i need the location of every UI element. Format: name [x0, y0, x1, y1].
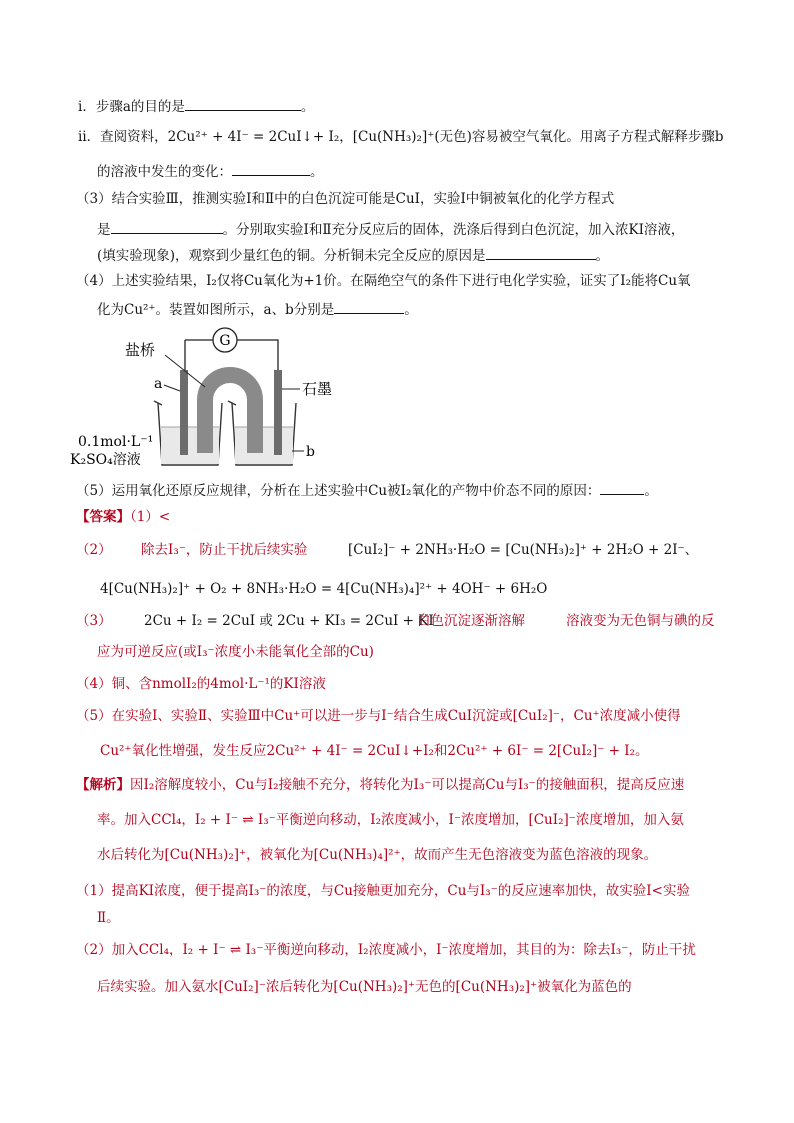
analysis-paragraph-1 [76, 776, 684, 794]
punct: 。 [595, 248, 610, 264]
electrode-a [180, 370, 188, 455]
question-text: 上述实验结果，I₂仅将Cu氧化为+1价。在隔绝空气的条件下进行电化学实验，证实了I₂能将Cu氧 [111, 273, 691, 289]
answer-3-reason-cont: 应为可逆反应(或I₃⁻浓度小未能氧化全部的Cu) [97, 644, 374, 660]
question-number: （4） [76, 273, 112, 289]
answer-blank [486, 245, 596, 260]
solution-concentration-label: 0.1mol·L⁻¹ [78, 434, 154, 450]
question-text: 。分别取实验Ⅰ和Ⅱ充分反应后的固体，洗涤后得到白色沉淀，加入浓KI溶液， [222, 222, 685, 238]
galvanometer-label: G [219, 333, 231, 349]
analysis-paragraph-3-line2: 后续实验。加入氨水[CuI₂]⁻浓后转化为[Cu(NH₃)₂]⁺无色的[Cu(NH₃)₂]⁺被氧化为蓝色的 [97, 979, 632, 995]
question-text: 的溶液中发生的变化： [97, 164, 232, 180]
answer-5-line1: （5）在实验Ⅰ、实验Ⅱ、实验Ⅲ中Cu⁺可以进一步与I⁻结合生成CuI沉淀或[CuI₂]⁻，Cu⁺浓度减小使得 [76, 708, 681, 724]
punct: 。 [404, 302, 418, 318]
question-text: 是 [97, 222, 111, 238]
question-i [78, 96, 314, 116]
answer-3-equation: 2Cu + I₂ = 2CuI 或 2Cu + KI₃ = 2CuI + KI [144, 613, 434, 629]
question-ii [78, 128, 724, 146]
answer-2-equation-2: 4[Cu(NH₃)₂]⁺ + O₂ + 8NH₃·H₂O = 4[Cu(NH₃)₄]²⁺ + 4OH⁻ + 6H₂O [100, 581, 548, 597]
analysis-tag: 【解析】 [76, 777, 130, 793]
question-text: 运用氧化还原反应规律，分析在上述实验中Cu被I₂氧化的产物中价态不同的原因： [111, 483, 601, 499]
question-3-line3 [97, 245, 609, 265]
analysis-paragraph-2-line2: Ⅱ。 [97, 910, 120, 926]
answer-blank [600, 480, 644, 495]
question-text: 化为Cu²⁺。装置如图所示，a、b分别是 [97, 302, 335, 318]
answer-header [76, 508, 170, 526]
question-number: ⅰ． [78, 99, 96, 115]
salt-bridge [205, 375, 255, 453]
answer-blank [232, 161, 310, 176]
question-number: ⅱ． [78, 129, 101, 145]
question-4-line2 [97, 299, 418, 319]
analysis-text: 因I₂溶解度较小，Cu与I₂接触不充分，将转化为I₃⁻可以提高Cu与I₃⁻的接触面积，提高反应速 [130, 777, 685, 793]
solution-right [235, 427, 293, 464]
answer-2-equation-1: [CuI₂]⁻ + 2NH₃·H₂O = [Cu(NH₃)₂]⁺ + 2H₂O + 2I⁻、 [348, 542, 699, 558]
answer-2-num: （2） [76, 542, 112, 558]
question-text: 结合实验Ⅲ，推测实验Ⅰ和Ⅱ中的白色沉淀可能是CuI，实验Ⅰ中铜被氧化的化学方程式 [111, 191, 615, 207]
answer-4: （4）铜、含nmolI₂的4mol·L⁻¹的KI溶液 [76, 676, 326, 692]
question-number: （3） [76, 191, 112, 207]
answer-1: （1）< [130, 509, 171, 525]
punct: 。 [300, 99, 315, 115]
punct: 。 [644, 483, 658, 499]
question-number: （5） [76, 483, 112, 499]
answer-5-line2: Cu²⁺氧化性增强，发生反应2Cu²⁺ + 4I⁻ = 2CuI↓+I₂和2Cu²⁺ + 6I⁻ = 2[CuI₂]⁻ + I₂。 [100, 743, 649, 759]
analysis-paragraph-1-line3: 水后转化为[Cu(NH₃)₂]⁺，被氧化为[Cu(NH₃)₄]²⁺，故而产生无色溶液变为蓝色溶液的现象。 [97, 847, 658, 863]
electrode-b-label: b [306, 444, 315, 460]
analysis-paragraph-3: （2）加入CCl₄，I₂ + I⁻ ⇌ I₃⁻平衡逆向移动，I₂浓度减小，I⁻浓度增加，其目的为：除去I₃⁻，防止干扰 [76, 942, 696, 958]
answer-2-text: 除去I₃⁻，防止干扰后续实验 [141, 542, 308, 558]
question-text: 查阅资料， [100, 129, 168, 145]
electrochemical-cell-figure [70, 325, 370, 475]
electrode-graphite [274, 370, 282, 455]
graphite-label: 石墨 [302, 380, 333, 398]
question-5 [76, 480, 658, 500]
answer-tag: 【答案】 [76, 509, 130, 525]
question-ii-cont [97, 161, 324, 181]
analysis-paragraph-2: （1）提高KI浓度，便于提高I₃⁻的浓度，与Cu接触更加充分，Cu与I₃⁻的反应速率加快，故实验Ⅰ<实验 [76, 883, 690, 899]
question-text: (填实验现象)，观察到少量红色的铜。分析铜未完全反应的原因是 [97, 248, 486, 264]
question-4 [76, 272, 691, 290]
question-text: (无色)容易被空气氧化。用离子方程式解释步骤b [434, 129, 724, 145]
answer-3-num: （3） [76, 613, 112, 629]
answer-blank [111, 219, 223, 234]
question-text: 步骤a的目的是 [95, 99, 185, 115]
salt-bridge-label: 盐桥 [125, 341, 156, 359]
answer-3-reason: 溶液变为无色铜与碘的反 [566, 613, 715, 629]
analysis-paragraph-1-line2: 率。加入CCl₄，I₂ + I⁻ ⇌ I₃⁻平衡逆向移动，I₂浓度减小，I⁻浓度增加，[CuI₂]⁻浓度增加，加入氨 [97, 812, 684, 828]
answer-3-phenomenon: 白色沉淀逐渐溶解 [417, 613, 525, 629]
punct: 。 [310, 164, 324, 180]
solution-name-label: K₂SO₄溶液 [70, 452, 141, 468]
answer-blank [334, 299, 404, 314]
answer-blank [185, 96, 301, 111]
equation: 2Cu²⁺ + 4I⁻ = 2CuI↓+ I₂，[Cu(NH₃)₂]⁺ [167, 129, 435, 145]
question-3 [76, 190, 614, 208]
question-3-line2 [97, 219, 684, 239]
electrode-a-label: a [154, 376, 163, 392]
